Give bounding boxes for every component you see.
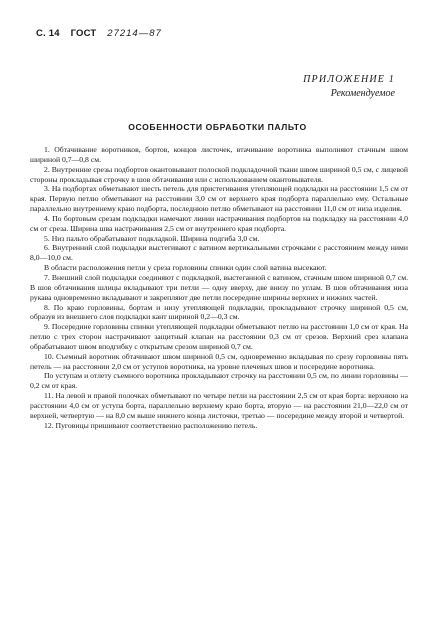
paragraph: 5. Низ пальто обрабатывают подкладкой. Ширина подгиба 3,0 см. [44,233,260,243]
paragraph: 12. Пуговицы пришивают соответственно расположению петель. [44,420,258,430]
appendix-status: Рекомендуемое [330,88,395,99]
page-header [36,28,170,39]
paragraph: 9. Посередине горловины спинки утепляющей подкладки обметывают петлю на расстоянии 1,0 см от края. На петлю с трех сторон настрачивают защитный клапан на расстоянии 0,3 см от срезов. Верхний срез клапана обрабатывают швом вподгибку с открытым срезом шириной 0,7 см. [30,322,408,351]
section-title: ОСОБЕННОСТИ ОБРАБОТКИ ПАЛЬТО [128,122,307,132]
appendix-label: ПРИЛОЖЕНИЕ 1 [303,74,395,85]
paragraph: 11. На левой и правой полочках обметывают по четыре петли на расстоянии 2,5 см от края борта: верхнюю на расстоянии 4,0 см от уступа борта, параллельно верхнему краю борта, вторую — на расстоянии 21,0—22,0 см от верхней, четвертую — на 8,0 см выше нижнего конца листочки, третью — посередине между второй и четвертой. [30,391,408,420]
document-body [30,145,408,430]
page-number: С. 14 [36,28,60,39]
paragraph: 8. По краю горловины, бортам и низу утепляющей подкладки, прокладывают строчку шириной 0,5 см, образуя из внешнего слоя подкладки кант шириной 0,2—0,3 см. [30,302,408,322]
appendix-block [303,73,395,101]
paragraph: 3. На подбортах обметывают шесть петель для пристегивания утепляющей подкладки на расстоянии 1,5 см от края. Первую петлю обметывают на расстоянии 3,0 см от верхнего края подборта параллельно ему. Остальные параллельно внутреннему краю подборта, последнюю петлю обметывают на расстоянии 11,0 см от низа изделия. [30,184,408,214]
paragraph: 10. Съемный воротник обтачивают швом шириной 0,5 см, одновременно вкладывая по срезу горловины пять петель — на расстоянии 2,0 см от уступов воротника, на уровне плечевых швов и посередине воротника. [30,351,408,371]
standard-label: ГОСТ [70,28,97,39]
paragraph: 7. Внешний слой подкладки соединяют с подкладкой, выстеганной с ватином, стачным швом шириной 0,7 см. В шов обтачивания шлицы вкладывают три петли — одну вверху, две внизу по углам. В шов обтачивания низа рукава одновременно вкладывают и закрепляют две петли посередине ширины верхних и нижних частей. [30,272,408,302]
paragraph: В области расположения петли у среза горловины спинки один слой ватина высекают. [44,263,327,273]
paragraph: 4. По бортовым срезам подкладки намечают линии настрачивания подбортов на подкладку на расстоянии 4,0 см от среза. Ширина шва настрачивания 2,5 см от внутреннего края подборта. [30,213,408,233]
paragraph: По уступам и отлету съемного воротника прокладывают строчку на расстоянии 0,5 см, по линии горловины — 0,2 см от края. [30,371,408,391]
paragraph: 2. Внутренние срезы подбортов окантовывают полоской подкладочной ткани швом шириной 0,5 см, с лицевой стороны прокладывая строчку в шов обтачивания или с использованием окантовывателя. [30,164,408,184]
paragraph: 1. Обтачивание воротников, бортов, концов листочек, втачивание воротника выполняют стачным швом шириной 0,7—0,8 см. [30,145,408,164]
standard-number: 27214—87 [107,28,162,39]
paragraph: 6. Внутренний слой подкладки выстегивают с ватином вертикальными строчками с расстоянием между ними 8,0—10,0 см. [30,243,408,263]
